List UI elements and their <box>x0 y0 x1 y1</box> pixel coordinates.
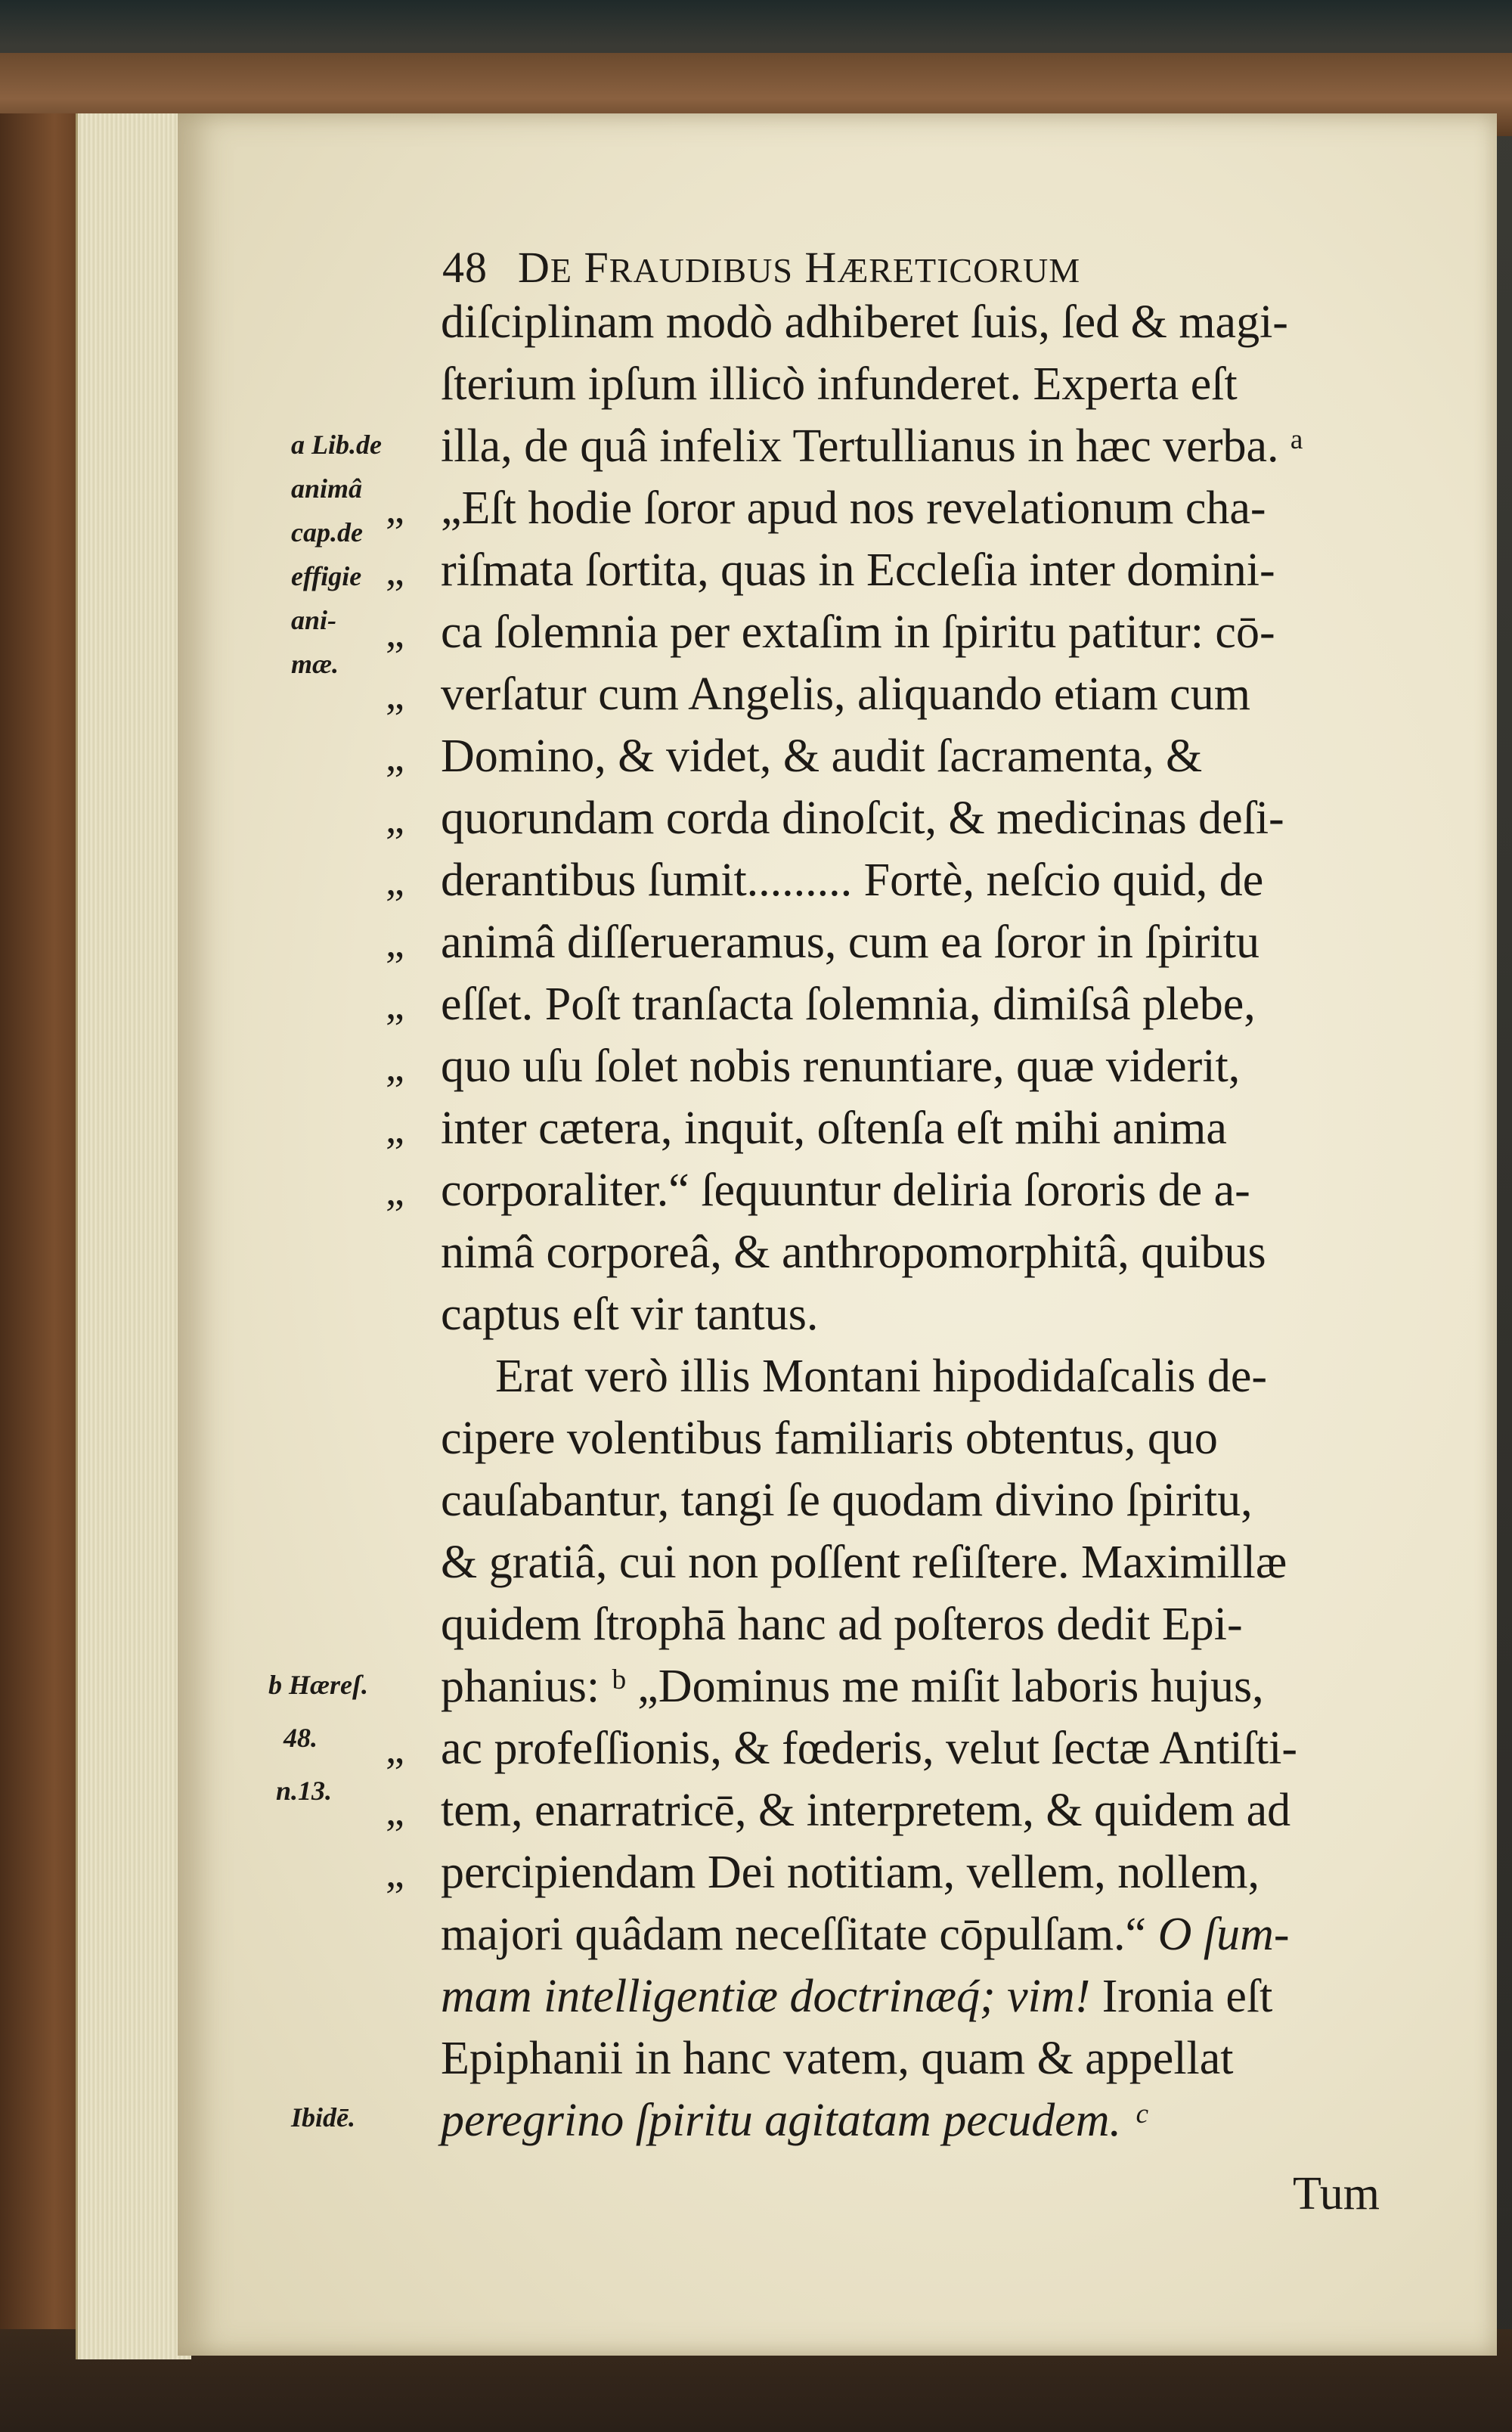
margin-note-a: a Lib.de <box>291 430 382 460</box>
header-title-D: D <box>518 243 550 292</box>
quote-mark: „ <box>386 1168 404 1214</box>
quote-mark: „ <box>386 1850 404 1897</box>
margin-note-a: effigie <box>291 561 362 591</box>
catchword: Tum <box>1293 2168 1380 2220</box>
text-line-5: riſmata ſortita, quas in Eccleſia inter domini- <box>441 544 1275 596</box>
text-line-18: Erat verò illis Montani hipodidaſcalis de- <box>495 1351 1268 1402</box>
header-title-raudibus: RAUDIBUS <box>609 251 793 290</box>
margin-note-b: n.13. <box>276 1776 333 1806</box>
text-line-2: ſterium ipſum illicò infunderet. Experta eſt <box>441 358 1238 410</box>
quote-mark: „ <box>386 1106 404 1152</box>
margin-note-a: cap.de <box>291 517 363 548</box>
text-line-12: eſſet. Poſt tranſacta ſolemnia, dimiſsâ plebe, <box>441 979 1256 1030</box>
text-line-1: diſciplinam modò adhiberet ſuis, ſed & magi- <box>441 296 1288 348</box>
header-title-H: H <box>804 243 838 292</box>
quote-mark: „ <box>386 1726 404 1773</box>
text-line-17: captus eſt vir tantus. <box>441 1289 819 1340</box>
margin-note-b: b Hæreſ. <box>268 1670 368 1700</box>
text-line-8: Domino, & videt, & audit ſacramenta, & <box>441 731 1203 782</box>
text-line-29: Epiphanii in hanc vatem, quam & appellat <box>441 2033 1234 2084</box>
quote-mark: „ <box>386 1788 404 1835</box>
text-line-15: corporaliter.“ ſequuntur deliria ſororis de a- <box>441 1165 1250 1216</box>
text-line-3: illa, de quâ infelix Tertullianus in hæc verba. ᵃ <box>441 420 1303 472</box>
text-line-6: ca ſolemnia per extaſim in ſpiritu patitur: cō- <box>441 606 1275 658</box>
text-line-28-roman: Ironia eſt <box>1101 1971 1273 2022</box>
text-line-10: derantibus ſumit......... Fortè, neſcio quid, de <box>441 855 1264 906</box>
text-line-13: quo uſu ſolet nobis renuntiare, quæ viderit, <box>441 1041 1241 1092</box>
text-line-9: quorundam corda dinoſcit, & medicinas deſi- <box>441 793 1284 844</box>
text-line-20: cauſabantur, tangi ſe quodam divino ſpiritu, <box>441 1475 1253 1526</box>
text-line-19: cipere volentibus familiaris obtentus, quo <box>441 1413 1218 1464</box>
header-title-E: E <box>550 251 572 290</box>
page-number: 48 <box>442 243 488 292</box>
margin-note-a: ani- <box>291 605 337 635</box>
text-line-22: quidem ſtrophā hanc ad poſteros dedit Epi- <box>441 1599 1243 1650</box>
text-line-7: verſatur cum Angelis, aliquando etiam cum <box>441 668 1250 720</box>
quote-mark: „ <box>386 1044 404 1090</box>
text-line-23: phanius: ᵇ „Dominus me miſit laboris hujus, <box>441 1661 1264 1712</box>
margin-note-a: mæ. <box>291 649 339 679</box>
quote-mark: „ <box>386 548 404 594</box>
text-line-4: „Eſt hodie ſoror apud nos revelationum cha- <box>441 482 1266 534</box>
quote-mark: „ <box>386 610 404 656</box>
text-line-28 <box>441 1973 1272 2020</box>
header-title-F: F <box>584 243 609 292</box>
quote-mark: „ <box>386 858 404 904</box>
text-line-27 <box>441 1911 1289 1958</box>
text-line-28-italic: mam intelligentiæ doctrinæq́; vim! <box>441 1971 1091 2022</box>
quote-mark: „ <box>386 796 404 842</box>
margin-note-c: Ibidē. <box>291 2102 355 2133</box>
text-line-11: animâ diſſerueramus, cum ea ſoror in ſpiritu <box>441 917 1259 968</box>
margin-note-b: 48. <box>284 1723 318 1753</box>
quote-mark: „ <box>386 672 404 718</box>
running-header <box>442 243 1081 292</box>
text-line-14: inter cætera, inquit, oſtenſa eſt mihi anima <box>441 1103 1227 1154</box>
quote-mark: „ <box>386 485 404 532</box>
printed-page <box>178 113 1497 2356</box>
quote-mark: „ <box>386 734 404 780</box>
margin-note-a: animâ <box>291 473 363 504</box>
text-line-27-roman: majori quâdam neceſſitate cōpulſam.“ <box>441 1909 1147 1960</box>
text-line-26: percipiendam Dei notitiam, vellem, nollem, <box>441 1847 1259 1898</box>
quote-mark: „ <box>386 982 404 1028</box>
text-line-21: & gratiâ, cui non poſſent reſiſtere. Maximillæ <box>441 1537 1287 1588</box>
header-title-aereticorum: ÆRETICORUM <box>837 251 1081 290</box>
quote-mark: „ <box>386 920 404 966</box>
text-line-27-italic: O ſum- <box>1157 1909 1290 1960</box>
text-line-16: nimâ corporeâ, & anthropomorphitâ, quibus <box>441 1227 1266 1278</box>
page-edges <box>76 113 191 2359</box>
text-line-30: peregrino ſpiritu agitatam pecudem. ᶜ <box>441 2095 1145 2146</box>
text-line-24: ac profeſſionis, & fœderis, velut ſectæ Antiſti- <box>441 1723 1297 1774</box>
text-line-25: tem, enarratricē, & interpretem, & quidem ad <box>441 1785 1291 1836</box>
